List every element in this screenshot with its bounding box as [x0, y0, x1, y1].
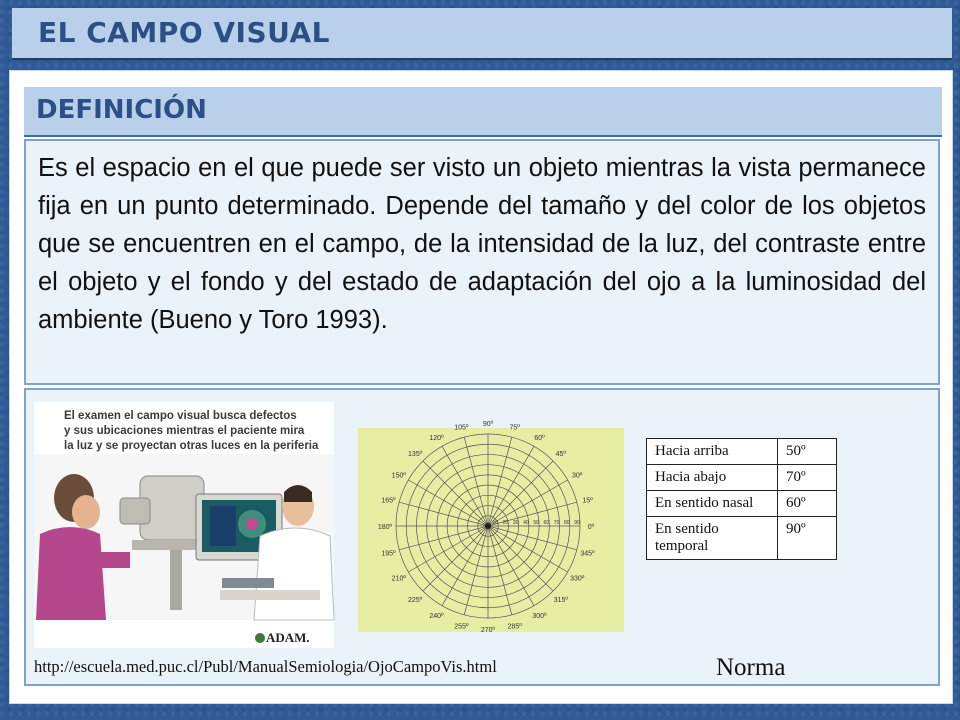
angle-label: 165º [381, 497, 396, 505]
direction-cell: En sentido nasal [647, 491, 778, 517]
polar-grid [358, 421, 624, 634]
angle-label: 270º [480, 627, 496, 634]
radial-label: 40 [523, 520, 529, 526]
angle-label: 195º [381, 550, 396, 558]
radial-label: 60 [543, 520, 550, 526]
adam-logo: ADAM. [266, 630, 310, 645]
section-heading: DEFINICIÓN [36, 95, 207, 125]
angle-label: 240º [429, 613, 444, 621]
angle-label: 285º [507, 623, 522, 631]
polar-spoke [464, 437, 488, 526]
radial-label: 50 [533, 520, 539, 526]
illustration-caption-line: la luz y se proyectan otras luces en la periferia [64, 440, 319, 452]
angle-label: 0º [587, 524, 595, 531]
source-url-link[interactable]: http://escuela.med.puc.cl/Publ/ManualSemiologia/OjoCampoVis.html [34, 657, 497, 676]
angle-label: 15º [582, 497, 593, 505]
direction-cell: Hacia abajo [647, 465, 778, 491]
angle-label: 330º [570, 575, 585, 583]
angle-label: 150º [391, 472, 406, 480]
illustration-caption-line: El examen el campo visual busca defectos [64, 410, 297, 422]
polar-spoke [399, 526, 488, 550]
angle-label: 315º [553, 596, 568, 604]
angle-label: 120º [429, 434, 444, 442]
radial-label: 80 [563, 520, 570, 526]
polar-spoke [488, 526, 553, 591]
radial-label: 70 [553, 520, 560, 526]
exam-illustration [34, 402, 334, 648]
polar-spoke [488, 437, 512, 526]
definition-panel [24, 139, 940, 385]
perimetry-chart [358, 421, 624, 634]
angle-label: 225º [408, 596, 423, 604]
angle-label: 105º [454, 424, 469, 432]
angle-label: 255º [454, 623, 469, 631]
angle-label: 210º [391, 575, 406, 583]
table-row [647, 491, 837, 517]
table-row [647, 439, 837, 465]
direction-cell: En sentido temporal [647, 517, 778, 560]
polar-spoke [423, 461, 488, 526]
exam-scene-image [34, 402, 334, 648]
radial-label: 30 [512, 520, 519, 526]
illustration-caption-line: y sus ubicaciones mientras el paciente mira [64, 425, 305, 437]
fixation-point [485, 523, 491, 529]
angle-label: 135º [408, 451, 423, 459]
polar-spoke [488, 526, 512, 615]
polar-spoke [423, 526, 488, 591]
norma-label: Norma [716, 654, 786, 681]
title-bar [12, 8, 952, 60]
radial-label: 20 [502, 520, 509, 526]
angle-label: 90º [482, 421, 494, 428]
definition-heading-bar [24, 87, 942, 137]
angle-label: 60º [534, 434, 545, 442]
table-row [647, 465, 837, 491]
radial-label: 10 [492, 520, 499, 526]
angle-label: 30º [572, 472, 583, 480]
visual-field-norms-table [646, 438, 837, 560]
table-row [647, 517, 837, 560]
value-cell: 70º [778, 465, 837, 491]
definition-text: Es el espacio en el que puede ser visto un objeto mientras la vista permanece fija en un punto determinado. Depende del tamaño y del color de los objetos que se encuentren en el campo, de la intensidad de la luz, del contraste entre el objeto y el fondo y del estado de adaptación del ojo a la luminosidad del ambiente (Bueno y Toro 1993). [38, 154, 926, 334]
angle-label: 180º [377, 524, 393, 531]
polar-spoke [488, 461, 553, 526]
polar-spoke [464, 526, 488, 615]
angle-label: 345º [580, 550, 595, 558]
radial-label: 90 [574, 520, 580, 526]
value-cell: 90º [778, 517, 837, 560]
polar-spoke [488, 526, 577, 550]
page-title: EL CAMPO VISUAL [38, 16, 331, 49]
direction-cell: Hacia arriba [647, 439, 778, 465]
value-cell: 60º [778, 491, 837, 517]
angle-label: 45º [555, 451, 567, 459]
polar-spoke [399, 502, 488, 526]
value-cell: 50º [778, 439, 837, 465]
angle-label: 75º [509, 424, 520, 432]
angle-label: 300º [532, 613, 547, 621]
